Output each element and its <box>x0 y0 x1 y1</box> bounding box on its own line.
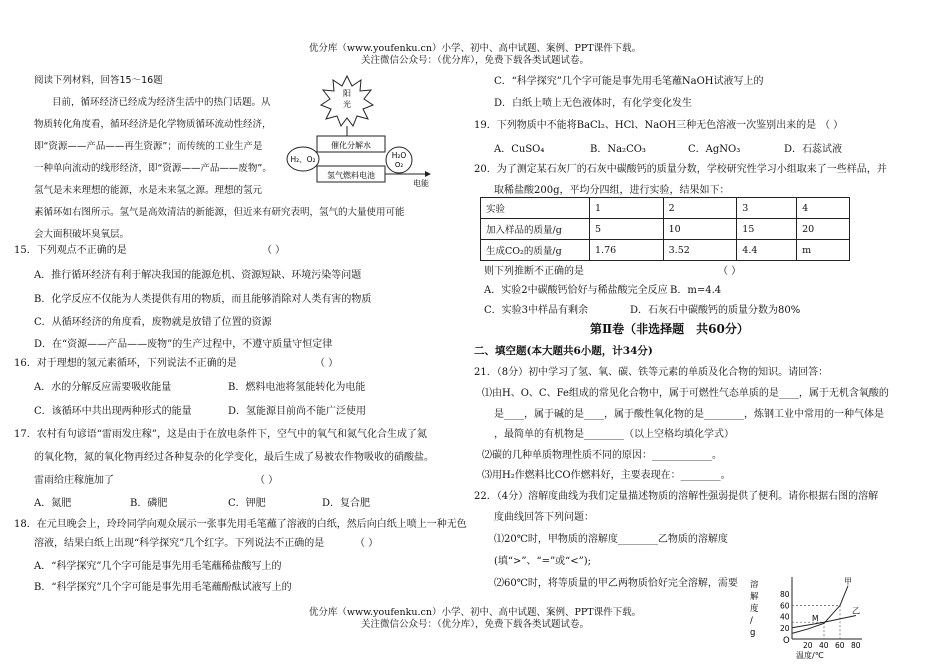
q17-option-c: C．钾肥 <box>228 498 266 509</box>
footer-line-1: 优分库（www.youfenku.cn）小学、初中、高中试题、案例、PPT课件下载。 <box>308 607 642 618</box>
table-header-row <box>481 198 850 219</box>
q16-option-a: A．水的分解反应需要吸收能量 <box>34 382 172 393</box>
q20-table <box>480 197 850 261</box>
point-label-m: M <box>812 613 819 623</box>
q15-paren: （ ） <box>262 245 286 256</box>
q20-paren: （ ） <box>718 266 742 277</box>
passage-line: 即“资源——产品——再生资源”；而传统的工业生产是 <box>34 141 263 152</box>
q20-option-a: A．实验2中碳酸钙恰好与稀盐酸完全反应 <box>484 285 668 296</box>
q20-option-d: D．石灰石中碳酸钙的质量分数为80% <box>630 305 801 316</box>
table-cell: 15 <box>737 219 797 240</box>
q16-stem: 16．对于理想的氢元素循环，下列说法不正确的是 <box>14 358 237 369</box>
q19-option-b: B．Na₂CO₃ <box>590 144 646 155</box>
footer-line-2: 关注微信公众号：（优分库），免费下载各类试题试卷。 <box>360 619 589 630</box>
table-header: 1 <box>590 198 664 219</box>
x-tick-label: 40 <box>819 641 829 650</box>
q17-line: 的氧化物，氮的氧化物再经过各种复杂的化学变化，最后生成了易被农作物吸收的硝酸盐。 <box>34 452 434 463</box>
q21-line: 是____，属于碱的是____，属于酸性氧化物的是________，炼钢工业中常用的一种气体是 <box>494 409 884 420</box>
table-row <box>481 219 850 240</box>
q15-option-d: D．在“资源——产品——废物”的生产过程中，不遵守质量守恒定律 <box>34 339 333 350</box>
series-label: 甲 <box>844 576 852 586</box>
table-row <box>481 240 850 261</box>
series-label: 乙 <box>852 606 860 616</box>
header-line-2: 关注微信公众号：（优分库），免费下载各类试题试卷。 <box>360 55 589 66</box>
y-axis-label: g <box>750 628 756 638</box>
passage-intro: 阅读下列材料，回答15～16题 <box>34 75 163 86</box>
table-header: 实验 <box>481 198 590 219</box>
table-cell: 5 <box>590 219 664 240</box>
series-line-乙 <box>792 615 856 627</box>
y-tick-label: 20 <box>780 623 790 633</box>
q16-option-c: C．该循环中共出现两种形式的能量 <box>34 406 192 417</box>
sun-label: 阳 <box>343 89 351 98</box>
q17-option-a: A．氮肥 <box>34 498 72 509</box>
q20-option-b: B．m=4.4 <box>670 285 722 296</box>
q21-line: ⑵碳的几种单质物理性质不同的原因：____________。 <box>482 450 722 461</box>
q21-line: ，最简单的有机物是________（以上空格均填化学式） <box>494 429 734 440</box>
y-axis-label: 解 <box>750 592 759 602</box>
left-label: H₂、O₂ <box>290 155 316 164</box>
q18-paren: （ ） <box>355 538 379 549</box>
q20-line: 20．为了测定某石灰厂的石灰中碳酸钙的质量分数，学校研究性学习小组取来了一些样品，并 <box>474 164 887 175</box>
q18-line: 18．在元旦晚会上，玲玲同学向观众展示一张事先用毛笔蘸了溶液的白纸，然后向白纸上喷上一种无色 <box>14 519 467 530</box>
solubility-chart <box>748 573 868 663</box>
q17-paren: （ ） <box>255 475 279 486</box>
q22-line: 22．（4分）溶解度曲线为我们定量描述物质的溶解性强弱提供了便利。请你根据右图的溶解 <box>474 491 879 502</box>
q15-option-c: C．从循环经济的角度看，废物就是放错了位置的资源 <box>34 317 272 328</box>
passage-line: 一种单向流动的线形经济，即“资源——产品——废物”。 <box>34 163 272 174</box>
q21-line: ⑶用H₂作燃料比CO作燃料好，主要表现在：________。 <box>482 470 731 481</box>
header-line-1: 优分库（www.youfenku.cn）小学、初中、高中试题、案例、PPT课件下载。 <box>308 43 642 54</box>
q20-line: 取稀盐酸200g，平均分四组，进行实验，结果如下： <box>494 185 730 196</box>
table-cell: 20 <box>797 219 850 240</box>
q22-line: (填“>”、“=”或“<”); <box>494 556 591 567</box>
q22-line: ⑵60℃时，将等质量的甲乙两物质恰好完全溶解，需要 <box>494 578 738 589</box>
part2-title: 第Ⅱ卷（非选择题 共60分） <box>590 322 749 336</box>
table-header: 2 <box>663 198 737 219</box>
q16-option-d: D．氢能源目前尚不能广泛使用 <box>228 406 367 417</box>
passage-line: 素循环如右图所示。氢气是高效清洁的新能源，但近来有研究表明，氢气的大量使用可能 <box>34 207 405 218</box>
q17-line: 17．农村有句谚语“雷雨发庄稼”，这是由于在放电条件下，空气中的氧气和氮气化合生成了氮 <box>14 429 427 440</box>
q21-stem: 21．（8分）初中学习了氢、氧、碳、铁等元素的单质及化合物的知识。请回答： <box>474 367 829 378</box>
q18-option-a: A．“科学探究”几个字可能是事先用毛笔蘸稀盐酸写上的 <box>34 561 282 572</box>
q19-option-d: D．石蕊试液 <box>784 144 843 155</box>
table-cell: 3.52 <box>663 240 737 261</box>
right-label-bottom: O₂ <box>394 161 404 169</box>
arrow-label: 电能 <box>413 179 429 188</box>
q20-option-c: C．实验3中样品有剩余 <box>484 305 589 316</box>
y-tick-label: 40 <box>780 612 790 622</box>
table-cell: 加入样品的质量/g <box>481 219 590 240</box>
hydrogen-cycle-diagram <box>285 74 435 189</box>
x-axis-label: 温度/℃ <box>796 651 824 660</box>
right-label-top: H₂O <box>391 151 407 160</box>
q15-stem: 15．下列观点不正确的是 <box>14 245 127 256</box>
table-header: 4 <box>797 198 850 219</box>
q19-option-c: C．AgNO₃ <box>688 144 741 155</box>
x-tick-label: 60 <box>835 641 845 650</box>
q18-option-b: B．“科学探究”几个字可能是事先用毛笔蘸酚酞试液写上的 <box>34 582 292 593</box>
table-cell: 4.4 <box>737 240 797 261</box>
section2-heading: 二、填空题(本大题共6小题，计34分) <box>474 345 653 357</box>
q18-option-c: C．“科学探究”几个字可能是事先用毛笔蘸NaOH试液写上的 <box>494 76 764 87</box>
y-axis-label: 溶 <box>750 580 759 590</box>
table-cell: 1.76 <box>590 240 664 261</box>
box2-label: 氢气燃料电池 <box>327 171 375 180</box>
q18-line: 溶液，结果白纸上出现“科学探究”几个红字。下列说法不正确的是 <box>34 538 325 549</box>
q22-line: 度曲线回答下列问题： <box>494 512 594 523</box>
q18-option-d: D．白纸上喷上无色液体时，有化学变化发生 <box>494 98 693 109</box>
q15-option-a: A．推行循环经济有利于解决我国的能源危机、资源短缺、环境污染等问题 <box>34 270 362 281</box>
table-cell: m <box>797 240 850 261</box>
y-tick-label: 80 <box>780 590 790 600</box>
q19-paren: （ ） <box>820 120 844 131</box>
x-tick-label: 20 <box>803 641 813 650</box>
q22-line: ⑴20℃时，甲物质的溶解度________乙物质的溶解度 <box>494 534 728 545</box>
q16-option-b: B．燃料电池将氢能转化为电能 <box>228 382 366 393</box>
q15-option-b: B．化学反应不仅能为人类提供有用的物质，而且能够消除对人类有害的物质 <box>34 294 372 305</box>
q17-option-b: B．磷肥 <box>130 498 168 509</box>
box1-label: 催化分解水 <box>331 141 371 150</box>
y-tick-label: 60 <box>780 601 790 611</box>
q17-option-d: D．复合肥 <box>322 498 371 509</box>
q21-line: ⑴由H、O、C、Fe组成的常见化合物中，属于可燃性气态单质的是____，属于无机含氧酸的 <box>482 388 889 399</box>
passage-line: 物质转化角度看，循环经济是化学物质循环流动性经济， <box>34 119 272 130</box>
q17-line: 雷雨给庄稼施加了 <box>34 475 114 486</box>
q19-stem: 19．下列物质中不能将BaCl₂、HCl、NaOH三种无色溶液一次鉴别出来的是 <box>474 120 817 131</box>
passage-line: 会大面积破坏臭氧层。 <box>34 229 130 240</box>
table-header: 3 <box>737 198 797 219</box>
passage-line: 氢气是未来理想的能源，水是未来氢之源。理想的氢元 <box>34 185 263 196</box>
y-axis-label: / <box>750 616 753 626</box>
q20-follow: 则下列推断不正确的是 <box>484 266 584 277</box>
origin-label: O <box>783 636 790 646</box>
passage-line: 目前，循环经济已经成为经济生活中的热门话题。从 <box>52 97 271 108</box>
y-axis-label: 度 <box>750 604 759 614</box>
q19-option-a: A．CuSO₄ <box>494 144 545 155</box>
q16-paren: （ ） <box>315 358 339 369</box>
table-cell: 生成CO₂的质量/g <box>481 240 590 261</box>
x-tick-label: 80 <box>851 641 861 650</box>
table-cell: 10 <box>663 219 737 240</box>
sun-label-2: 光 <box>343 100 351 109</box>
